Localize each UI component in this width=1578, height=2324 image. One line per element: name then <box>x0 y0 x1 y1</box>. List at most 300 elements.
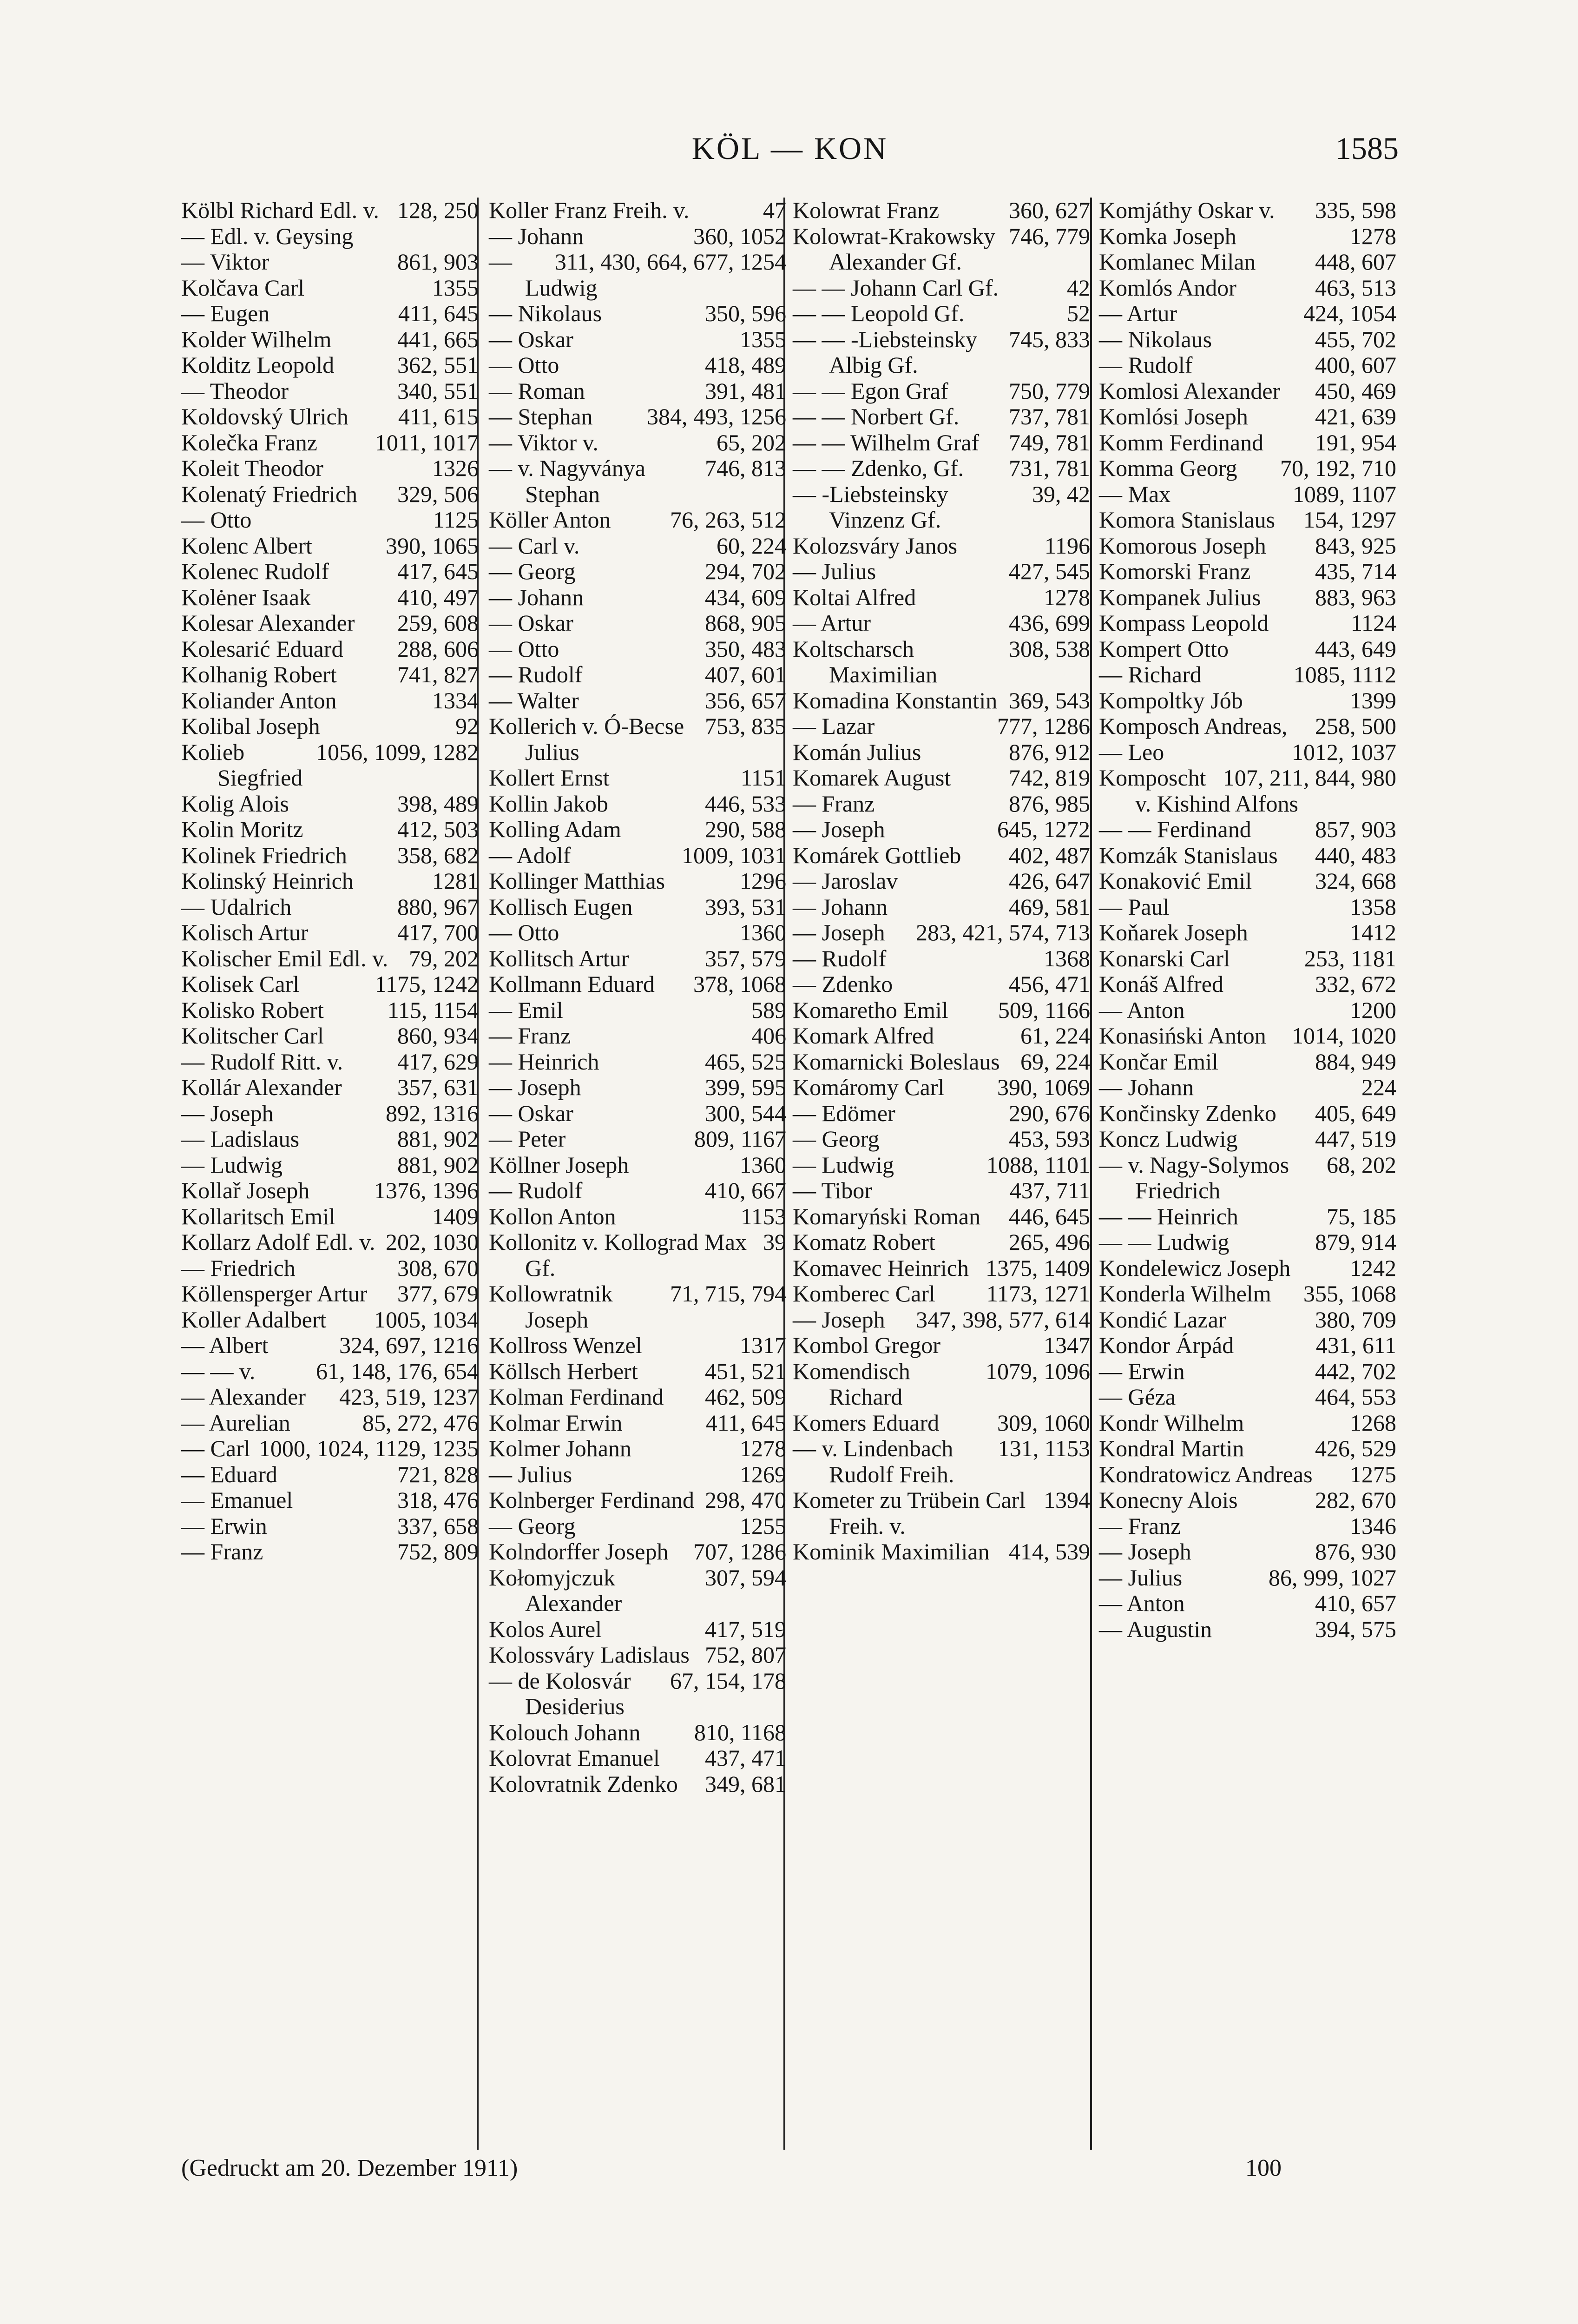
index-entry <box>181 636 479 662</box>
entry-pages: 881, 902 <box>397 1151 479 1178</box>
index-entry <box>181 301 479 327</box>
entry-name: Kolnberger Ferdinand <box>489 1487 695 1513</box>
entry-pages: 455, 702 <box>1315 326 1396 352</box>
index-entry <box>793 791 1090 817</box>
entry-name: Kołomyjczuk Alexander <box>489 1564 622 1616</box>
entry-pages: 745, 833 <box>1009 326 1090 352</box>
entry-pages: 752, 807 <box>705 1642 786 1668</box>
column-divider <box>1090 198 1092 2150</box>
index-entry <box>489 1023 786 1049</box>
entry-pages: 360, 627 <box>1009 197 1090 223</box>
entry-pages: 1399 <box>1350 687 1396 713</box>
entry-name: — Johann <box>489 584 584 610</box>
entry-name: Kolitscher Carl <box>181 1023 324 1049</box>
entry-name: Komavec Heinrich <box>793 1254 969 1281</box>
entry-pages: 39 <box>763 1229 786 1255</box>
entry-pages: 107, 211, 844, 980 <box>1223 765 1396 791</box>
index-entry <box>489 1333 786 1359</box>
index-entry <box>793 482 1090 533</box>
index-entry <box>489 533 786 559</box>
entry-name: Kolhanig Robert <box>181 661 337 687</box>
entry-pages: 737, 781 <box>1009 403 1090 429</box>
entry-name: — Aurelian <box>181 1409 290 1436</box>
entry-name: — Theodor <box>181 377 289 404</box>
entry-name: Kollin Jakob <box>489 790 608 817</box>
index-entry <box>489 1462 786 1488</box>
entry-name: — Joseph <box>793 919 885 945</box>
index-column-2 <box>489 198 786 2150</box>
entry-pages: 423, 519, 1237 <box>339 1384 479 1410</box>
entry-name: — Carl v. <box>489 532 580 559</box>
entry-name: — Lazar <box>793 713 875 739</box>
index-entry <box>489 430 786 456</box>
entry-name: Köllner Joseph <box>489 1151 629 1178</box>
entry-name: — de Kolosvár Desiderius <box>489 1667 631 1719</box>
entry-pages: 115, 1154 <box>387 997 479 1023</box>
index-entry <box>1099 1049 1396 1075</box>
entry-name: — Tibor <box>793 1177 872 1203</box>
entry-name: Kollarz Adolf Edl. v. <box>181 1229 375 1255</box>
index-entry <box>793 1126 1090 1152</box>
entry-pages: 65, 202 <box>717 429 786 456</box>
index-entry <box>1099 249 1396 275</box>
running-title: KÖL — KON <box>691 131 888 166</box>
entry-pages: 350, 483 <box>705 635 786 662</box>
entry-pages: 1153 <box>740 1203 786 1229</box>
entry-name: Konáš Alfred <box>1099 971 1223 997</box>
entry-pages: 92 <box>455 713 479 739</box>
entry-pages: 398, 489 <box>397 790 479 817</box>
entry-name: Kolder Wilhelm <box>181 326 332 352</box>
entry-pages: 746, 813 <box>705 455 786 481</box>
entry-name: Komposcht v. Kishind Alfons <box>1099 765 1298 817</box>
entry-name: — — v. <box>181 1358 256 1384</box>
entry-name: Kolovrat Emanuel <box>489 1745 660 1771</box>
entry-pages: 456, 471 <box>1009 971 1090 997</box>
index-entry <box>489 456 786 507</box>
entry-pages: 1151 <box>740 765 786 791</box>
print-date-note: (Gedruckt am 20. Dezember 1911) <box>181 2155 518 2181</box>
entry-name: — Julius <box>489 1461 572 1487</box>
entry-pages: 1355 <box>432 274 479 301</box>
index-entry <box>181 1281 479 1307</box>
entry-pages: 340, 551 <box>397 377 479 404</box>
entry-pages: 1056, 1099, 1282 <box>316 739 479 765</box>
entry-name: — Paul <box>1099 893 1170 920</box>
entry-name: Kolėner Isaak <box>181 584 311 610</box>
entry-name: — Friedrich <box>181 1254 296 1281</box>
entry-name: — Nikolaus <box>489 300 602 326</box>
index-entry <box>181 1359 479 1385</box>
index-entry <box>181 1229 479 1255</box>
index-entry <box>181 946 479 972</box>
entry-pages: 1375, 1409 <box>986 1254 1090 1281</box>
entry-pages: 879, 914 <box>1315 1229 1396 1255</box>
entry-pages: 191, 954 <box>1315 429 1396 456</box>
index-entry <box>181 1410 479 1436</box>
index-entry <box>1099 275 1396 301</box>
index-entry <box>181 817 479 843</box>
index-entry <box>489 946 786 972</box>
page-header <box>181 125 1399 181</box>
entry-pages: 448, 607 <box>1315 249 1396 275</box>
entry-pages: 76, 263, 512 <box>670 507 786 533</box>
index-entry <box>1099 1255 1396 1281</box>
index-entry <box>489 843 786 869</box>
index-entry <box>793 585 1090 611</box>
entry-pages: 52 <box>1067 300 1090 326</box>
entry-name: Komáromy Carl <box>793 1074 945 1100</box>
entry-name: — Jaroslav <box>793 868 898 894</box>
index-entry <box>489 610 786 636</box>
entry-pages: 1242 <box>1350 1254 1396 1281</box>
index-entry <box>489 1642 786 1668</box>
entry-name: Kolowrat Franz <box>793 197 940 223</box>
entry-name: — Ladislaus <box>181 1126 300 1152</box>
entry-name: — Erwin <box>1099 1358 1185 1384</box>
index-entry <box>793 224 1090 275</box>
index-entry <box>181 920 479 946</box>
entry-name: — Georg <box>793 1126 880 1152</box>
entry-pages: 390, 1069 <box>997 1074 1090 1100</box>
entry-pages: 154, 1297 <box>1303 507 1396 533</box>
entry-pages: 509, 1166 <box>998 997 1090 1023</box>
index-entry <box>1099 1617 1396 1643</box>
index-entry <box>1099 1281 1396 1307</box>
entry-name: — Alexander <box>181 1384 306 1410</box>
entry-pages: 85, 272, 476 <box>362 1409 479 1436</box>
index-entry <box>1099 739 1396 766</box>
entry-pages: 437, 471 <box>705 1745 786 1771</box>
index-entry <box>489 352 786 378</box>
entry-pages: 355, 1068 <box>1303 1281 1396 1307</box>
entry-pages: 750, 779 <box>1009 377 1090 404</box>
entry-pages: 47 <box>763 197 786 223</box>
entry-name: Kondor Árpád <box>1099 1332 1234 1358</box>
entry-pages: 406 <box>751 1023 786 1049</box>
index-entry <box>489 1281 786 1333</box>
entry-pages: 450, 469 <box>1315 377 1396 404</box>
entry-name: Köller Anton <box>489 507 611 533</box>
entry-name: Komjáthy Oskar v. <box>1099 197 1275 223</box>
index-entry <box>1099 610 1396 636</box>
index-entry <box>1099 1384 1396 1410</box>
entry-pages: 418, 489 <box>705 352 786 378</box>
index-entry <box>793 868 1090 894</box>
index-entry <box>793 533 1090 559</box>
index-entry <box>793 456 1090 482</box>
entry-name: Kolig Alois <box>181 790 289 817</box>
entry-name: Kondratowicz Andreas <box>1099 1461 1313 1487</box>
entry-pages: 1011, 1017 <box>375 429 479 456</box>
entry-name: Kompass Leopold <box>1099 610 1269 636</box>
entry-pages: 294, 702 <box>705 558 786 584</box>
entry-pages: 860, 934 <box>397 1023 479 1049</box>
index-entry <box>1099 868 1396 894</box>
index-entry <box>181 224 479 250</box>
entry-name: Komárek Gottlieb <box>793 842 961 868</box>
entry-name: Kollerich v. Ó-Becse Julius <box>489 713 684 765</box>
index-entry <box>489 1384 786 1410</box>
entry-name: — Eduard <box>181 1461 277 1487</box>
index-entry <box>1099 301 1396 327</box>
entry-name: Kolozsváry Janos <box>793 532 958 559</box>
index-entry <box>489 1049 786 1075</box>
entry-pages: 390, 1065 <box>386 532 479 559</box>
entry-pages: 378, 1068 <box>693 971 786 997</box>
entry-name: — Oskar <box>489 326 573 352</box>
entry-name: — Edömer <box>793 1100 895 1126</box>
entry-pages: 446, 533 <box>705 790 786 817</box>
entry-name: Kolesar Alexander <box>181 610 355 636</box>
entry-pages: 68, 202 <box>1327 1151 1396 1178</box>
entry-name: Kolčava Carl <box>181 274 305 301</box>
entry-pages: 318, 476 <box>397 1487 479 1513</box>
entry-pages: 407, 601 <box>705 661 786 687</box>
index-entry <box>489 868 786 894</box>
index-entry <box>1099 636 1396 662</box>
entry-name: Kollonitz v. Kollograd Max Gf. <box>489 1229 747 1281</box>
entry-name: — — Zdenko, Gf. <box>793 455 964 481</box>
index-entry <box>489 662 786 688</box>
entry-name: — Nikolaus <box>1099 326 1212 352</box>
index-entry <box>793 301 1090 327</box>
index-entry <box>1099 765 1396 817</box>
entry-pages: 86, 999, 1027 <box>1269 1564 1396 1591</box>
entry-name: — Rudolf <box>489 661 583 687</box>
index-entry <box>181 1436 479 1462</box>
entry-pages: 1281 <box>432 868 479 894</box>
index-entry <box>793 1049 1090 1075</box>
entry-name: — Julius <box>1099 1564 1183 1591</box>
entry-name: Komlósi Joseph <box>1099 403 1248 429</box>
entry-pages: 1200 <box>1350 997 1396 1023</box>
index-entry <box>181 482 479 508</box>
index-entry <box>489 1229 786 1281</box>
entry-name: — Johann <box>1099 1074 1194 1100</box>
entry-name: Komendisch Richard <box>793 1358 910 1410</box>
entry-name: — Walter <box>489 687 579 713</box>
index-entry <box>489 1101 786 1127</box>
index-entry <box>181 1333 479 1359</box>
entry-name: Komatz Robert <box>793 1229 935 1255</box>
entry-pages: 443, 649 <box>1315 635 1396 662</box>
index-entry <box>793 610 1090 636</box>
entry-pages: 434, 609 <box>705 584 786 610</box>
index-entry <box>1099 1591 1396 1617</box>
entry-name: Komma Georg <box>1099 455 1237 481</box>
entry-name: — Rudolf <box>793 945 887 971</box>
entry-name: Kolečka Franz <box>181 429 317 456</box>
index-entry <box>489 1410 786 1436</box>
index-entry <box>489 378 786 404</box>
entry-pages: 324, 697, 1216 <box>339 1332 479 1358</box>
entry-pages: 288, 606 <box>397 635 479 662</box>
entry-name: Kollmann Eduard <box>489 971 655 997</box>
entry-pages: 881, 902 <box>397 1126 479 1152</box>
entry-pages: 265, 496 <box>1009 1229 1090 1255</box>
entry-name: — Georg <box>489 1512 576 1539</box>
index-entry <box>793 765 1090 791</box>
entry-pages: 1368 <box>1044 945 1090 971</box>
entry-name: — Johann <box>793 893 888 920</box>
entry-pages: 431, 611 <box>1315 1332 1396 1358</box>
entry-name: Kolossváry Ladislaus <box>489 1642 690 1668</box>
entry-name: — v. Lindenbach Rudolf Freih. <box>793 1435 954 1487</box>
entry-pages: 426, 529 <box>1315 1435 1396 1461</box>
index-entry <box>1099 946 1396 972</box>
entry-pages: 1255 <box>740 1512 786 1539</box>
entry-name: Komm Ferdinand <box>1099 429 1264 456</box>
entry-pages: 462, 509 <box>705 1384 786 1410</box>
index-entry <box>793 997 1090 1023</box>
entry-name: Kollár Alexander <box>181 1074 342 1100</box>
index-entry <box>181 1204 479 1230</box>
index-entry <box>489 636 786 662</box>
entry-pages: 440, 483 <box>1315 842 1396 868</box>
entry-pages: 436, 699 <box>1009 610 1090 636</box>
entry-name: Komadina Konstantin <box>793 687 998 713</box>
index-entry <box>489 301 786 327</box>
index-entry <box>181 868 479 894</box>
entry-name: — Rudolf Ritt. v. <box>181 1048 343 1075</box>
entry-name: Komlós Andor <box>1099 274 1236 301</box>
entry-name: Kollař Joseph <box>181 1177 310 1203</box>
index-entry <box>181 404 479 430</box>
entry-name: — Joseph <box>1099 1538 1191 1565</box>
index-entry <box>793 739 1090 766</box>
entry-pages: 417, 519 <box>705 1616 786 1642</box>
entry-pages: 1275 <box>1350 1461 1396 1487</box>
entry-name: Komka Joseph <box>1099 223 1236 249</box>
entry-name: — Franz <box>793 790 875 817</box>
entry-pages: 42 <box>1067 274 1090 301</box>
entry-name: — Franz <box>489 1023 571 1049</box>
entry-name: — Joseph <box>793 1306 885 1333</box>
entry-pages: 749, 781 <box>1009 429 1090 456</box>
entry-pages: 426, 647 <box>1009 868 1090 894</box>
entry-pages: 1124 <box>1350 610 1396 636</box>
entry-name: Komorous Joseph <box>1099 532 1266 559</box>
entry-pages: 1125 <box>433 507 479 533</box>
entry-name: — — Leopold Gf. <box>793 300 965 326</box>
entry-pages: 707, 1286 <box>693 1538 786 1565</box>
index-entry <box>793 559 1090 585</box>
index-entry <box>1099 559 1396 585</box>
entry-name: Kollross Wenzel <box>489 1332 642 1358</box>
entry-pages: 868, 905 <box>705 610 786 636</box>
index-entry <box>793 198 1090 224</box>
entry-name: — Viktor <box>181 249 270 275</box>
entry-name: Komzák Stanislaus <box>1099 842 1278 868</box>
index-entry <box>181 610 479 636</box>
index-entry <box>181 971 479 997</box>
index-entry <box>1099 1307 1396 1333</box>
index-entry <box>489 971 786 997</box>
entry-pages: 61, 224 <box>1020 1023 1090 1049</box>
entry-name: Kolieb Siegfried <box>181 739 303 791</box>
entry-name: Komark Alfred <box>793 1023 934 1049</box>
entry-pages: 259, 608 <box>397 610 479 636</box>
entry-name: Komberec Carl <box>793 1281 935 1307</box>
entry-pages: 1394 <box>1044 1487 1090 1513</box>
entry-name: — — Wilhelm Graf <box>793 429 980 456</box>
entry-pages: 721, 828 <box>397 1461 479 1487</box>
entry-pages: 843, 925 <box>1315 532 1396 559</box>
entry-pages: 427, 545 <box>1009 558 1090 584</box>
entry-name: — Joseph <box>181 1100 274 1126</box>
entry-pages: 60, 224 <box>717 532 786 559</box>
entry-name: Kolinský Heinrich <box>181 868 354 894</box>
entry-pages: 417, 645 <box>397 558 479 584</box>
index-entry <box>181 1023 479 1049</box>
entry-name: — Oskar <box>489 610 573 636</box>
entry-pages: 356, 657 <box>705 687 786 713</box>
entry-pages: 752, 809 <box>397 1538 479 1565</box>
index-entry <box>793 1178 1090 1204</box>
index-entry <box>1099 507 1396 533</box>
entry-name: — Max <box>1099 481 1171 507</box>
entry-name: Kometer zu Trübein Carl Freih. v. <box>793 1487 1026 1539</box>
entry-pages: 309, 1060 <box>997 1409 1090 1436</box>
entry-pages: 70, 192, 710 <box>1280 455 1396 481</box>
index-entry <box>1099 585 1396 611</box>
entry-name: — Oskar <box>489 1100 573 1126</box>
index-entry <box>1099 1410 1396 1436</box>
entry-pages: 1088, 1101 <box>986 1151 1090 1178</box>
entry-name: Kollowratnik Joseph <box>489 1281 613 1333</box>
sheet-signature: 100 <box>1245 2155 1282 2181</box>
entry-name: — Peter <box>489 1126 566 1152</box>
entry-name: Končinsky Zdenko <box>1099 1100 1276 1126</box>
entry-name: Kolibal Joseph <box>181 713 320 739</box>
entry-pages: 1173, 1271 <box>986 1281 1090 1307</box>
entry-pages: 391, 481 <box>705 377 786 404</box>
index-entry <box>489 1152 786 1178</box>
entry-pages: 1278 <box>1044 584 1090 610</box>
entry-name: — Ludwig <box>793 1151 894 1178</box>
index-entry <box>793 1101 1090 1127</box>
entry-pages: 380, 709 <box>1315 1306 1396 1333</box>
entry-pages: 411, 645 <box>705 1409 786 1436</box>
entry-pages: 393, 531 <box>705 893 786 920</box>
entry-name: — Carl <box>181 1435 250 1461</box>
index-entry <box>489 249 786 301</box>
index-entry <box>181 662 479 688</box>
entry-pages: 417, 700 <box>397 919 479 945</box>
index-entry <box>1099 533 1396 559</box>
index-entry <box>793 1281 1090 1307</box>
index-entry <box>1099 327 1396 353</box>
index-entry <box>489 559 786 585</box>
entry-pages: 39, 42 <box>1032 481 1090 507</box>
entry-name: Kolesarić Eduard <box>181 635 343 662</box>
entry-name: Komora Stanislaus <box>1099 507 1276 533</box>
entry-name: — — Ludwig <box>1099 1229 1230 1255</box>
index-entry <box>181 739 479 791</box>
entry-name: — Otto <box>489 352 559 378</box>
entry-pages: 1326 <box>432 455 479 481</box>
entry-pages: 1269 <box>740 1461 786 1487</box>
entry-name: Kolisek Carl <box>181 971 300 997</box>
index-entry <box>793 1023 1090 1049</box>
index-entry <box>793 1152 1090 1178</box>
entry-name: Kolenec Rudolf <box>181 558 329 584</box>
entry-pages: 857, 903 <box>1315 816 1396 842</box>
entry-name: Kolowrat-Krakowsky Alexander Gf. <box>793 223 996 275</box>
entry-pages: 308, 538 <box>1009 635 1090 662</box>
entry-pages: 300, 544 <box>705 1100 786 1126</box>
